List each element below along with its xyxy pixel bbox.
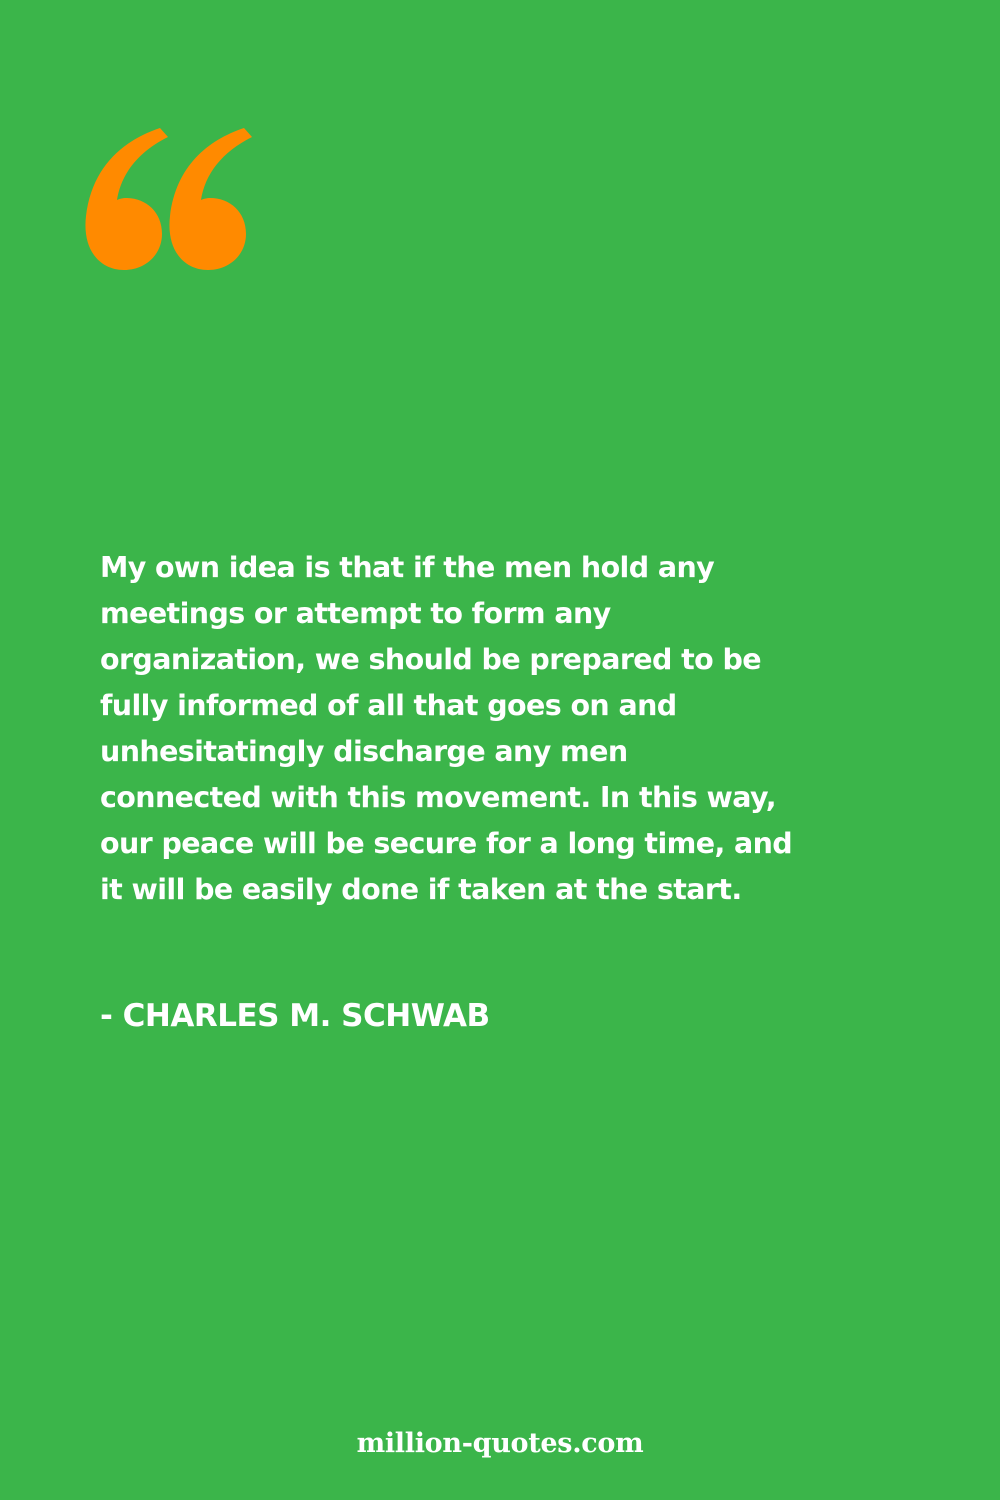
quote-line: it will be easily done if taken at the start. (100, 873, 742, 906)
quote-line: our peace will be secure for a long time, and (100, 827, 793, 860)
quote-line: fully informed of all that goes on and (100, 689, 677, 722)
quote-line: organization, we should be prepared to be (100, 643, 761, 676)
quote-line: My own idea is that if the men hold any (100, 551, 715, 584)
quote-author: - CHARLES M. SCHWAB (100, 998, 490, 1034)
quote-line: connected with this movement. In this way, (100, 781, 776, 814)
quote-text (100, 545, 820, 913)
site-watermark: million-quotes.com (356, 1428, 644, 1459)
quote-line: meetings or attempt to form any (100, 597, 611, 630)
quote-line: unhesitatingly discharge any men (100, 735, 628, 768)
open-double-quote-icon (84, 128, 254, 274)
